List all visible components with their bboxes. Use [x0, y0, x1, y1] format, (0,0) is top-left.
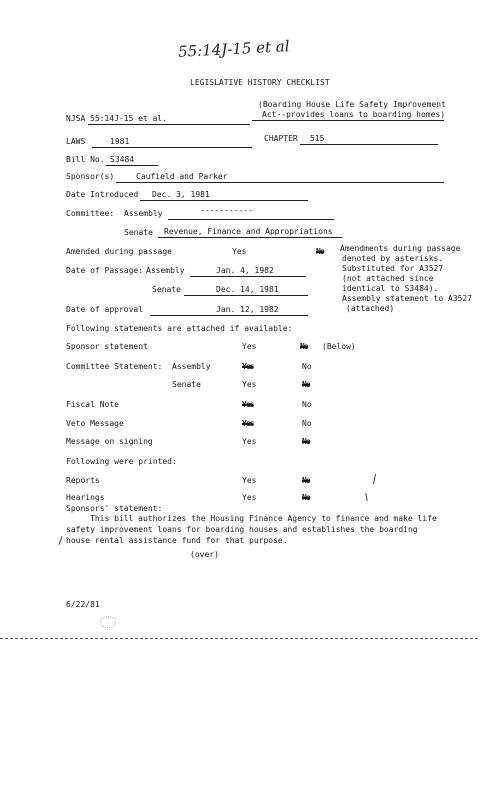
- reports-yes: Yes: [242, 476, 257, 485]
- description-line-1: (Boarding House Life Safety Improvement: [258, 100, 446, 109]
- amend-note-5: Assembly statement to A3527: [342, 294, 473, 303]
- amended-label: Amended during passage: [66, 247, 172, 256]
- hearings-yes: Yes: [242, 493, 257, 502]
- committee-senate-value: Revenue, Finance and Appropriations: [164, 227, 333, 236]
- message-signing-label: Message on signing: [66, 437, 153, 446]
- laws-underline: [92, 147, 252, 148]
- pen-mark-1: [373, 474, 376, 484]
- description-line-2: Act--provides loans to boarding homes): [262, 110, 446, 119]
- committee-statement-senate-yes: Yes: [242, 380, 257, 389]
- njsa-value: 55:14J-15 et al.: [90, 114, 168, 123]
- sponsor-statement-note: (Below): [322, 342, 356, 351]
- sponsors-statement-heading: Sponsors' statement:: [66, 504, 163, 513]
- veto-message-no: No: [302, 419, 312, 428]
- laws-value: 1981: [110, 137, 130, 146]
- date-introduced-underline: [140, 200, 308, 201]
- chapter-underline: [300, 144, 438, 145]
- sponsor-statement-label: Sponsor statement: [66, 342, 148, 351]
- passage-senate-underline: [184, 295, 308, 296]
- fiscal-note-label: Fiscal Note: [66, 400, 119, 409]
- passage-assembly-label: Assembly: [146, 266, 185, 275]
- fiscal-note-no: No: [302, 400, 312, 409]
- committee-statement-assembly-yes-struck: Yes: [242, 362, 254, 371]
- committee-assembly-label: Assembly: [124, 209, 163, 218]
- amend-note-4: identical to S3484).: [342, 284, 439, 293]
- amended-no-struck: No: [316, 247, 324, 256]
- bill-underline: [106, 165, 158, 166]
- amended-yes: Yes: [232, 247, 247, 256]
- passage-assembly-underline: [190, 276, 306, 277]
- amend-note-3: (not attached since: [342, 274, 434, 283]
- passage-label: Date of Passage:: [66, 266, 144, 275]
- committee-statement-senate: Senate: [172, 380, 201, 389]
- following-printed-heading: Following were printed:: [66, 457, 177, 466]
- committee-statement-assembly: Assembly: [172, 362, 211, 371]
- veto-message-yes-struck: Yes: [242, 419, 254, 428]
- following-attached-heading: Following statements are attached if available:: [66, 324, 293, 333]
- committee-senate-label: Senate: [124, 228, 153, 237]
- pen-mark-3: [58, 536, 62, 545]
- reports-no-struck: No: [302, 476, 310, 485]
- veto-message-label: Veto Message: [66, 419, 124, 428]
- committee-statement-senate-no-struck: No: [302, 380, 310, 389]
- passage-assembly-value: Jan. 4, 1982: [216, 266, 274, 275]
- committee-assembly-underline: [168, 219, 334, 220]
- description-underline: [252, 120, 444, 121]
- committee-assembly-value: -----------: [200, 206, 253, 215]
- page-title: LEGISLATIVE HISTORY CHECKLIST: [190, 78, 330, 87]
- date-introduced-label: Date Introduced: [66, 190, 139, 199]
- amend-note-0: Amendments during passage: [340, 244, 461, 253]
- sponsors-underline: [116, 182, 444, 183]
- amend-note-1: denoted by asterisks.: [342, 254, 444, 263]
- committee-statement-label: Committee Statement:: [66, 362, 163, 371]
- sponsor-statement-no-struck: No: [300, 342, 308, 351]
- sponsors-value: Caufield and Parker: [136, 172, 228, 181]
- handwritten-reference: 55:14J-15 et al: [177, 37, 290, 61]
- footer-date: 6/22/81: [66, 600, 100, 609]
- dashed-cut-line: [0, 638, 478, 639]
- message-signing-yes: Yes: [242, 437, 257, 446]
- over-marker: (over): [190, 550, 219, 559]
- hearings-label: Hearings: [66, 493, 105, 502]
- fiscal-note-yes-struck: Yes: [242, 400, 254, 409]
- amend-note-6: (attached): [346, 304, 395, 313]
- laws-label: LAWS: [66, 137, 86, 146]
- committee-label: Committee:: [66, 209, 115, 218]
- committee-senate-underline: [158, 237, 342, 238]
- njsa-underline: [88, 124, 250, 125]
- committee-statement-assembly-no: No: [302, 362, 312, 371]
- chapter-value: 515: [310, 134, 325, 143]
- approval-label: Date of approval: [66, 305, 144, 314]
- hearings-no-struck: No: [302, 493, 310, 502]
- date-introduced-value: Dec. 3, 1981: [152, 190, 210, 199]
- message-signing-no-struck: No: [302, 437, 310, 446]
- njsa-label: NJSA: [66, 114, 86, 123]
- sponsor-statement-yes: Yes: [242, 342, 257, 351]
- pen-mark-2: [365, 493, 367, 501]
- sponsors-label: Sponsor(s): [66, 172, 115, 181]
- reports-label: Reports: [66, 476, 100, 485]
- passage-senate-value: Dec. 14, 1981: [216, 285, 279, 294]
- approval-underline: [150, 315, 308, 316]
- sponsors-statement-text: This bill authorizes the Housing Finance Agency to finance and make life safety improvement loans for boarding houses and establishes the boarding house rental assistance fund for that purpose.: [66, 514, 437, 545]
- bill-value: S3484: [110, 155, 135, 164]
- amend-note-2: Substituted for A3527: [342, 264, 444, 273]
- bill-label: Bill No.: [66, 155, 105, 164]
- faint-stamp-mark: [100, 616, 116, 628]
- chapter-label: CHAPTER: [264, 134, 298, 143]
- passage-senate-label: Senate: [152, 285, 181, 294]
- approval-value: Jan. 12, 1982: [216, 305, 279, 314]
